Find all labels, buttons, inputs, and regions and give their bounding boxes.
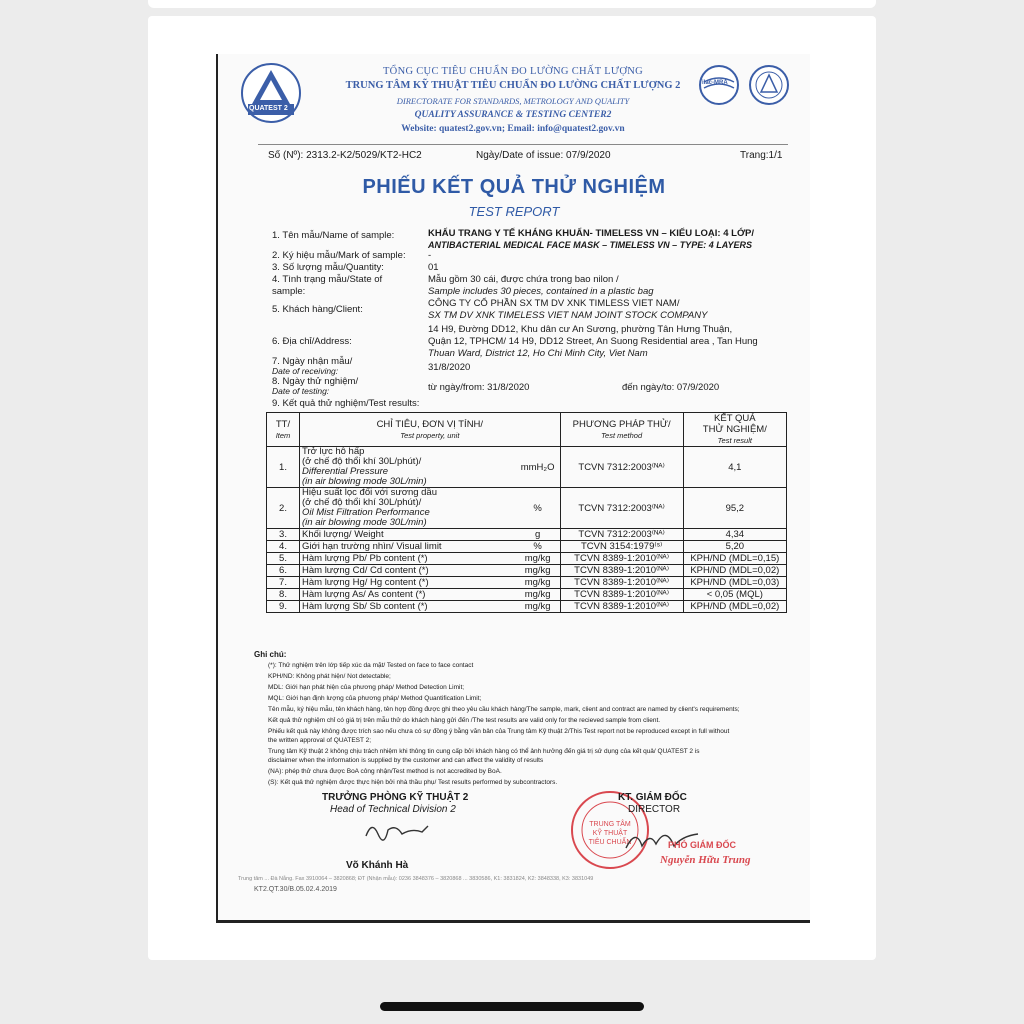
footer-line: Trung tâm ... Đà Nẵng. Fax 3910064 – 3820868; ĐT (Nhận mẫu): 0236 3848376 – 3820868 ... 3830586, K1: 3831824, K2: 3848338, K3: 3831049 [238,876,594,882]
table-row [267,553,787,565]
table-row [267,488,787,529]
row-6-result: KPH/ND (MDL=0,02) [683,565,786,577]
field-6-value-3: Thuan Ward, District 12, Ho Chi Minh City, Viet Nam [428,348,648,359]
field-8-label: 8. Ngày thử nghiệm/ [272,376,359,387]
table-row [267,577,787,589]
accreditation-seal-icon [748,64,790,106]
row-1-method: TCVN 7312:2003⁽ᴺᴬ⁾ [560,447,683,488]
right-signer-name: Nguyễn Hữu Trung [660,854,751,866]
field-1-value-en: ANTIBACTERIAL MEDICAL FACE MASK – TIMELESS VN – TYPE: 4 LAYERS [428,240,753,250]
note-4: MQL: Giới hạn định lượng của phương pháp/ Method Quantification Limit; [268,695,482,702]
row-4-item: 4. [267,541,300,553]
svg-text:KỸ THUẬT: KỸ THUẬT [592,830,628,837]
field-4-value-vi: Mẫu gồm 30 cái, được chứa trong bao nilon / [428,274,619,285]
row-3-result: 4,34 [683,529,786,541]
left-signer-title-en: Head of Technical Division 2 [330,804,456,815]
row-6-property: Hàm lượng Cd/ Cd content (*) [300,565,516,577]
left-signer-name: Võ Khánh Hà [346,860,409,871]
row-2-item: 2. [267,488,300,529]
row-4-property: Giới hạn trường nhìn/ Visual limit [300,541,516,553]
row-3-unit: g [516,529,561,541]
table-row [267,589,787,601]
header-line-2: TRUNG TÂM KỸ THUẬT TIÊU CHUẨN ĐO LƯỜNG CHẤT LƯỢNG 2 [345,80,681,91]
field-1-label: 1. Tên mẫu/Name of sample: [272,230,395,241]
left-signature-icon [362,818,432,842]
note-7b: the written approval of QUATEST 2; [268,737,372,744]
row-2-result: 95,2 [683,488,786,529]
field-8-label-en: Date of testing: [272,386,330,396]
row-4-method: TCVN 3154:1979⁽ˢ⁾ [560,541,683,553]
logo-text: QUATEST 2 [249,105,288,112]
field-8-to: đến ngày/to: 07/9/2020 [622,382,720,393]
field-4-label-2: sample: [272,286,306,297]
field-7-value: 31/8/2020 [428,362,471,373]
row-1-item: 1. [267,447,300,488]
header-result: KẾT QUẢ THỬ NGHIỆM/ Test result [683,413,786,447]
table-row [267,565,787,577]
field-7-label-en: Date of receiving: [272,366,339,376]
header-divider [258,144,788,145]
note-8: Trung tâm Kỹ thuật 2 không chịu trách nhiệm khi thông tin cung cấp bởi khách hàng có thể ảnh hưởng đến giá trị sử dụng của kết quả/ QUATEST 2 is [268,748,700,755]
right-signer-title: KT. GIÁM ĐỐC [618,792,687,803]
field-5-value-vi: CÔNG TY CỔ PHẦN SX TM DV XNK TIMLESS VIET NAM/ [428,298,680,309]
row-9-method: TCVN 8389-1:2010⁽ᴺᴬ⁾ [560,601,683,613]
header-property: CHỈ TIÊU, ĐƠN VỊ TÍNH/ Test property, unit [300,413,561,447]
header-item: TT/ Item [267,413,300,447]
note-3: MDL: Giới hạn phát hiện của phương pháp/ Method Detection Limit; [268,684,465,691]
row-5-property: Hàm lượng Pb/ Pb content (*) [300,553,516,565]
field-2-value: - [428,250,432,261]
home-indicator[interactable] [380,1002,644,1011]
svg-text:TRUNG TÂM: TRUNG TÂM [589,821,631,828]
row-9-item: 9. [267,601,300,613]
row-7-result: KPH/ND (MDL=0,03) [683,577,786,589]
row-5-unit: mg/kg [516,553,561,565]
row-8-property: Hàm lượng As/ As content (*) [300,589,516,601]
note-5: Tên mẫu, ký hiệu mẫu, tên khách hàng, tên hợp đồng được ghi theo yêu cầu khách hàng/The sample, mark, client and contract are named by client's requirements; [268,706,740,713]
report-subtitle: TEST REPORT [468,204,560,219]
row-2-unit: % [516,488,561,529]
row-5-method: TCVN 8389-1:2010⁽ᴺᴬ⁾ [560,553,683,565]
table-row [267,447,787,488]
row-2-method: TCVN 7312:2003⁽ᴺᴬ⁾ [560,488,683,529]
test-report-document [216,54,810,923]
field-6-label: 6. Địa chỉ/Address: [272,336,352,347]
field-7-label: 7. Ngày nhận mẫu/ [272,356,353,367]
row-3-property: Khối lượng/ Weight [300,529,516,541]
header-method: PHƯƠNG PHÁP THỬ/ Test method [560,413,683,447]
table-header-row [267,413,787,447]
footer-code: KT2.QT.30/B.05.02.4.2019 [254,886,337,893]
row-7-property: Hàm lượng Hg/ Hg content (*) [300,577,516,589]
row-1-result: 4,1 [683,447,786,488]
field-6-value-1: 14 H9, Đường DD12, Khu dân cư An Sương, phường Tân Hưng Thuận, [428,324,733,335]
note-2: KPH/ND: Không phát hiện/ Not detectable; [268,673,391,680]
notes-title: Ghi chú: [254,650,287,659]
header-line-4: QUALITY ASSURANCE & TESTING CENTER2 [414,110,612,120]
field-2-label: 2. Ký hiệu mẫu/Mark of sample: [272,250,406,261]
note-9: (NA): phép thử chưa được BoA công nhận/Test method is not accredited by BoA. [268,768,502,775]
field-5-label: 5. Khách hàng/Client: [272,304,363,315]
note-7: Phiếu kết quả này không được trích sao nếu chưa có sự đồng ý bằng văn bản của Trung tâm Kỹ thuật 2/This Test report not be reproduced except in full without [268,728,730,735]
row-9-unit: mg/kg [516,601,561,613]
header-line-3: DIRECTORATE FOR STANDARDS, METROLOGY AND QUALITY [396,96,630,106]
header-line-1: TỔNG CỤC TIÊU CHUẨN ĐO LƯỜNG CHẤT LƯỢNG [382,66,644,77]
row-6-method: TCVN 8389-1:2010⁽ᴺᴬ⁾ [560,565,683,577]
row-8-result: < 0,05 (MQL) [683,589,786,601]
row-2-property: Hiệu suất lọc đối với sương dầu (ở chế độ thổi khí 30L/phút)/ Oil Mist Filtration Performance (in air blowing mode 30L/min) [300,488,516,529]
issue-date: Ngày/Date of issue: 07/9/2020 [476,150,611,161]
right-signer-role: PHÓ GIÁM ĐỐC [668,840,737,850]
row-7-method: TCVN 8389-1:2010⁽ᴺᴬ⁾ [560,577,683,589]
row-7-item: 7. [267,577,300,589]
note-10: (S): Kết quả thử nghiệm được thực hiện bởi nhà thầu phụ/ Test results performed by subcontractors. [268,779,558,786]
svg-text:TIÊU CHUẨN: TIÊU CHUẨN [588,839,632,846]
row-1-property: Trở lực hô hấp (ở chế độ thổi khí 30L/phút)/ Differential Pressure (in air blowing mode 30L/min) [300,447,516,488]
row-8-unit: mg/kg [516,589,561,601]
row-4-result: 5,20 [683,541,786,553]
field-8-from: từ ngày/from: 31/8/2020 [428,382,530,393]
row-4-unit: % [516,541,561,553]
image-card [148,16,876,960]
table-row [267,529,787,541]
results-table [266,412,787,613]
field-3-label: 3. Số lượng mẫu/Quantity: [272,262,384,273]
row-3-item: 3. [267,529,300,541]
field-3-value: 01 [428,262,439,273]
row-9-property: Hàm lượng Sb/ Sb content (*) [300,601,516,613]
row-5-item: 5. [267,553,300,565]
report-title: PHIẾU KẾT QUẢ THỬ NGHIỆM [362,176,666,198]
previous-card [148,0,876,8]
table-row [267,601,787,613]
row-9-result: KPH/ND (MDL=0,02) [683,601,786,613]
row-1-unit: mmH₂O [516,447,561,488]
row-3-method: TCVN 7312:2003⁽ᴺᴬ⁾ [560,529,683,541]
field-6-value-2: Quận 12, TPHCM/ 14 H9, DD12 Street, An Suong Residential area , Tan Hung [428,336,758,347]
field-5-value-en: SX TM DV XNK TIMELESS VIET NAM JOINT STOCK COMPANY [428,310,708,321]
ilac-mra-text: ilac-MRA [702,80,728,86]
field-9-label: 9. Kết quả thử nghiệm/Test results: [272,398,420,409]
field-4-value-en: Sample includes 30 pieces, contained in a plastic bag [428,286,654,297]
row-8-method: TCVN 8389-1:2010⁽ᴺᴬ⁾ [560,589,683,601]
row-8-item: 8. [267,589,300,601]
left-signer-title: TRƯỞNG PHÒNG KỸ THUẬT 2 [322,792,469,803]
note-6: Kết quả thử nghiệm chỉ có giá trị trên mẫu thử do khách hàng gửi đến /The test results are valid only for the recieved sample from client. [268,717,661,724]
row-5-result: KPH/ND (MDL=0,15) [683,553,786,565]
note-1: (*): Thử nghiệm trên lớp tiếp xúc da mặt/ Tested on face to face contact [268,662,474,669]
row-6-unit: mg/kg [516,565,561,577]
row-7-unit: mg/kg [516,577,561,589]
right-signer-title-en: DIRECTOR [628,804,681,815]
quatest-logo-icon [240,62,302,124]
field-4-label: 4. Tình trạng mẫu/State of [272,274,383,285]
report-number: Số (Nº): 2313.2-K2/5029/KT2-HC2 [268,150,422,161]
row-6-item: 6. [267,565,300,577]
header-line-5: Website: quatest2.gov.vn; Email: info@quatest2.gov.vn [401,124,625,134]
note-8b: disclaimer when the information is supplied by the customer and can affect the validity of results [268,757,544,764]
table-row [267,541,787,553]
field-1-value-vi: KHẨU TRANG Y TẾ KHÁNG KHUẨN- TIMELESS VN – KIỂU LOẠI: 4 LỚP/ [428,228,755,239]
page-number: Trang:1/1 [740,150,783,161]
